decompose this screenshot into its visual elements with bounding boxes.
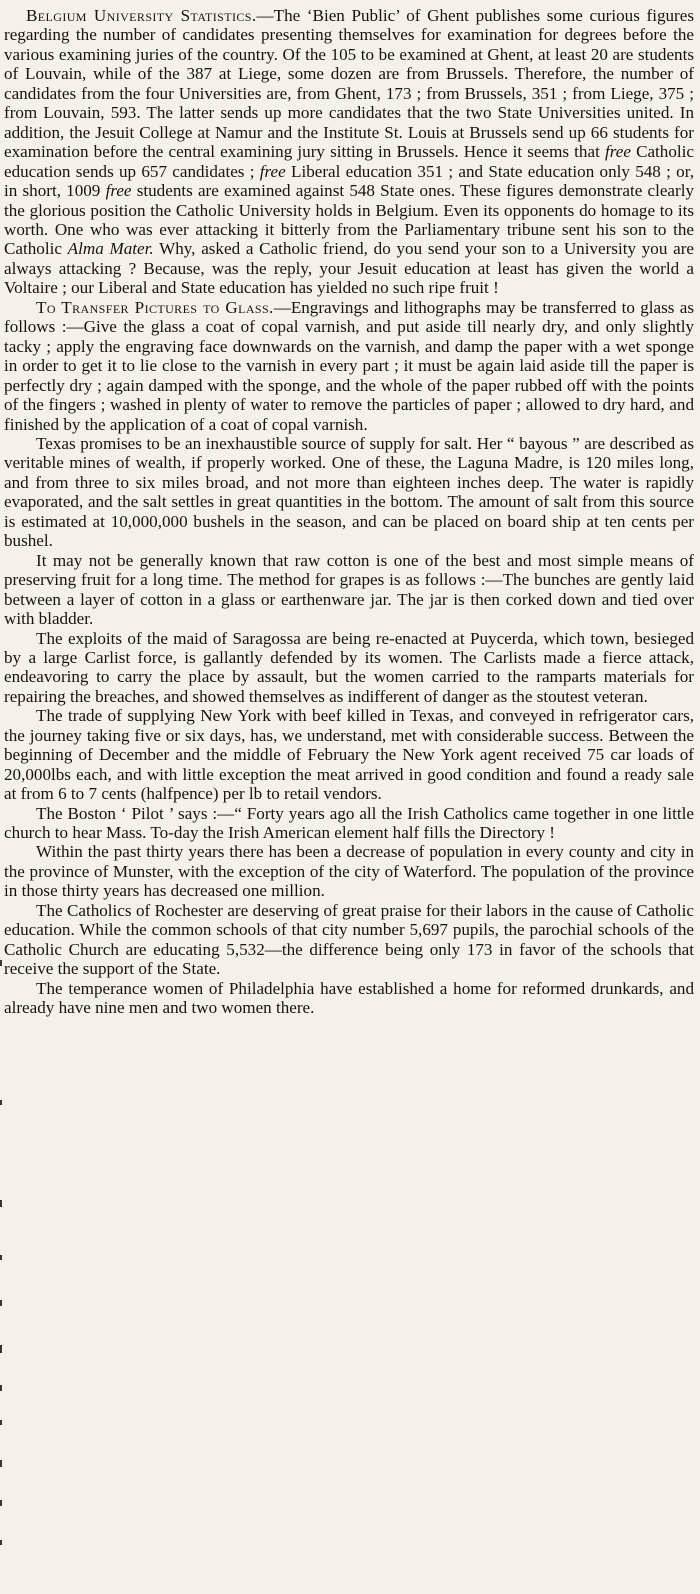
article-body: The temperance women of Philadelphia have established a home for reformed drunkards, and already have nine men and two women there. (4, 978, 694, 1018)
article-rochester-schools (4, 901, 694, 979)
article-heading: Belgium University Statistics. (26, 6, 257, 25)
article-heading: To Transfer Pictures to Glass. (36, 297, 274, 317)
article-maid-of-saragossa (4, 629, 694, 707)
article-texas-beef-trade (4, 706, 694, 803)
article-body: Texas promises to be an inexhaustible source of supply for salt. Her “ bayous ” are described as veritable mines of wealth, if properly worked. One of these, the Laguna Madre, is 120 miles long, and from three to six miles broad, and not more than eighteen inches deep. The water is rapidly evaporated, and the salt settles in great quantities in the bottom. The amount of salt from this source is estimated at 10,000,000 bushels in the season, and can be placed on board ship at ten cents per bushel. (4, 433, 694, 551)
article-body: It may not be generally known that raw cotton is one of the best and most simple means of preserving fruit for a long time. The method for grapes is as follows :—The bunches are gently laid between a layer of cotton in a glass or earthenware jar. The jar is then corked down and tied over with bladder. (4, 550, 694, 629)
emphasis: free (259, 161, 286, 181)
article-texas-salt (4, 434, 694, 551)
emphasis: Alma Mater. (67, 239, 154, 259)
emphasis: free (105, 181, 132, 201)
article-body: The trade of supplying New York with beef killed in Texas, and conveyed in refrigerator cars, the journey taking five or six days, has, we understand, met with considerable success. Between the beginning of December and the middle of February the New York agent received 75 car loads of 20,000lbs each, and with little exception the meat arrived in good condition and found a ready sale at from 6 to 7 cents (halfpence) per lb to retail vendors. (4, 706, 694, 804)
article-body: Why, asked a Catholic friend, do you send your son to a University you are always attacking ? Because, was the reply, your Jesuit education at least has given the world a Voltaire ; our Liberal and State education has yielded no such ripe fruit ! (4, 239, 694, 298)
article-body: —The ‘Bien Public’ of Ghent publishes some curious figures regarding the number of candidates presenting themselves for examination for degrees before the various examining juries of the country. Of the 105 to be examined at Ghent, at least 20 are students of Louvain, while of the 387 at Liege, some dozen are from Brussels. Therefore, the number of candidates from the four Universities are, from Ghent, 173 ; from Brussels, 351 ; from Liege, 375 ; from Louvain, 593. The latter sends up more candidates that the two State Universities united. In addition, the Jesuit College at Namur and the Institute St. Louis at Brussels send up 66 students for examination before the central examining jury sitting in Brussels. Hence it seems that (4, 6, 694, 162)
article-munster-population (4, 842, 694, 900)
article-body: Within the past thirty years there has been a decrease of population in every county and city in the province of Munster, with the exception of the city of Waterford. The population of the province in those thirty years has decreased one million. (4, 842, 694, 901)
article-philadelphia-temperance-home (4, 979, 694, 1018)
newspaper-column (4, 6, 694, 1018)
article-transfer-pictures-to-glass (4, 298, 694, 434)
article-body: The Boston ‘ Pilot ’ says :—“ Forty years ago all the Irish Catholics came together in one little church to hear Mass. To-day the Irish American element half fills the Directory ! (4, 803, 694, 843)
emphasis: free (604, 142, 631, 162)
article-body: students are examined against 548 State ones. These figures demonstrate clearly the glorious position the Catholic University holds in Belgium. Even its opponents do homage to its worth. One who was ever attacking it bitterly from the Parliamentary tribune sent his son to the Catholic (4, 181, 695, 259)
article-belgium-university-statistics (4, 6, 694, 298)
article-boston-pilot (4, 804, 694, 843)
article-body: The Catholics of Rochester are deserving of great praise for their labors in the cause of Catholic education. While the common schools of that city number 5,697 pupils, the parochial schools of the Catholic Church are educating 5,532—the difference being only 173 in favor of the schools that receive the support of the State. (4, 900, 694, 979)
article-body: —Engravings and lithographs may be transferred to glass as follows :—Give the glass a coat of copal varnish, and put aside till nearly dry, and only slightly tacky ; apply the engraving face downwards on the varnish, and damp the paper with a wet sponge in order to get it to lie close to the varnish in every part ; it must be again laid aside till the paper is perfectly dry ; again damped with the sponge, and the whole of the paper rubbed off with the points of the fingers ; washed in plenty of water to remove the particles of paper ; allowed to dry hard, and finished by the application of a coat of copal varnish. (4, 297, 694, 434)
article-body: Liberal education 351 ; and State education only 548 ; or, in short, 1009 (4, 161, 694, 201)
article-body: The exploits of the maid of Saragossa are being re-enacted at Puycerda, which town, besieged by a large Carlist force, is gallantly defended by its women. The Carlists made a fierce attack, endeavoring to carry the place by assault, but the women carried to the ramparts materials for repairing the breaches, and showed themselves as indifferent of danger as the stoutest veteran. (4, 628, 694, 706)
article-body: Catholic education sends up 657 candidates ; (4, 142, 694, 181)
article-cotton-preserving-fruit (4, 551, 694, 629)
